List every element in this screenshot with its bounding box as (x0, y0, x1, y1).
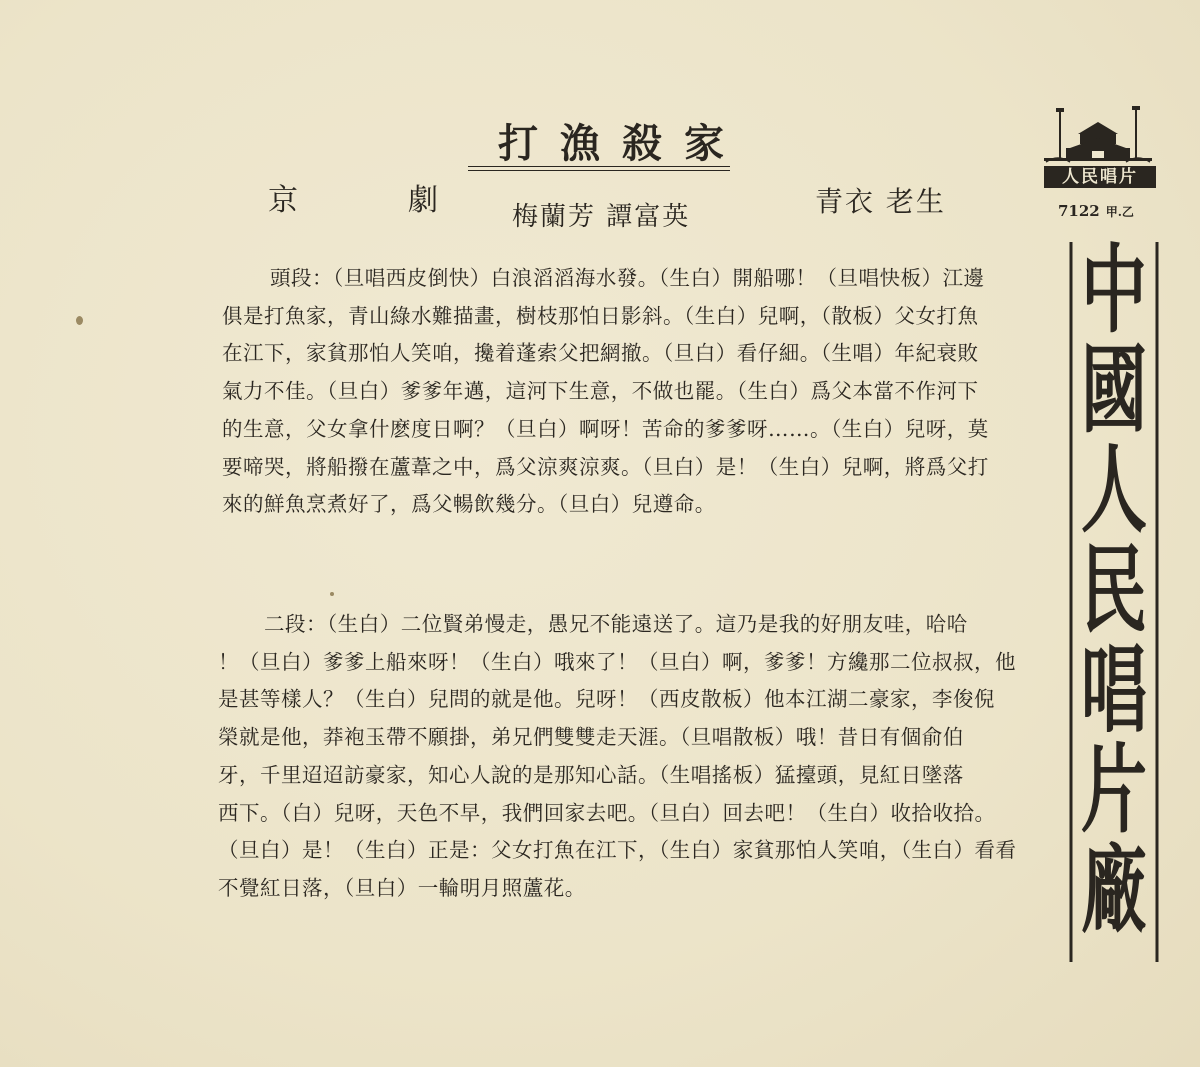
factory-char: 廠 (1081, 833, 1147, 947)
text-line: 的生意，父女拿什麽度日啊？（旦白）啊呀！苦命的爹爹呀……。（生白）兒呀，莫 (222, 416, 989, 441)
title-underline-second (468, 170, 730, 171)
factory-char: 中 (1081, 233, 1147, 347)
text-line: 要啼哭，將船撥在蘆葦之中，爲父涼爽涼爽。（旦白）是！（生白）兒啊，將爲父打 (222, 454, 989, 479)
text-line: 榮就是他，莽袍玉帶不願掛，弟兄們雙雙走天涯。（旦唱散板）哦！昔日有個俞伯 (218, 725, 964, 750)
text-line: 二段：（生白）二位賢弟慢走，愚兄不能遠送了。這乃是我的好朋友哇，哈哈 (264, 612, 968, 636)
border-ornament-icon (1068, 242, 1074, 962)
paper-speck (76, 316, 83, 325)
text-line: 在江下，家貧那怕人笑咱，攙着蓬索父把網撤。（旦白）看仔細。（生唱）年紀衰敗 (222, 341, 979, 366)
text-line: 氣力不佳。（旦白）爹爹年邁，這河下生意，不做也罷。（生白）爲父本當不作河下 (222, 379, 979, 404)
text-line: 是甚等樣人？（生白）兒問的就是他。兒呀！（西皮散板）他本江湖二豪家，李俊倪 (218, 687, 995, 712)
text-line: 西下。（白）兒呀，天色不早，我們回家去吧。（旦白）回去吧！（生白）收拾收拾。 (218, 800, 996, 825)
text-line: 來的鮮魚烹煮好了，爲父暢飲幾分。（旦白）兒遵命。 (222, 492, 716, 517)
factory-char: 人 (1081, 433, 1147, 547)
libretto-section-1 (222, 260, 989, 524)
factory-name-vertical (1068, 233, 1160, 962)
record-side: 甲.乙 (1105, 205, 1134, 219)
factory-char: 唱 (1081, 633, 1147, 747)
text-line: 牙，千里迢迢訪豪家，知心人說的是那知心話。（生唱搖板）猛擡頭，見紅日墜落 (218, 762, 964, 787)
border-ornament-icon (1154, 242, 1160, 962)
catalog-number-value: 7122 (1058, 202, 1100, 220)
factory-char: 國 (1081, 333, 1147, 447)
libretto-section-2 (218, 606, 1017, 908)
text-line: （旦白）是！（生白）正是：父女打魚在江下，（生白）家貧那怕人笑咱，（生白）看看 (218, 838, 1017, 863)
page-title: 打漁殺家 (498, 120, 746, 167)
text-line: 俱是打魚家，青山綠水難描畫，樹枝那怕日影斜。（生白）兒啊，（散板）父女打魚 (222, 303, 979, 328)
paper-speck (330, 592, 334, 596)
role-types: 青衣 老生 (815, 185, 946, 218)
brand-name: 人民唱片 (1044, 166, 1156, 188)
text-line: ！（旦白）爹爹上船來呀！（生白）哦來了！（旦白）啊，爹爹！方纔那二位叔叔，他 (218, 649, 1016, 674)
text-line: 不覺紅日落，（旦白）一輪明月照蘆花。 (218, 875, 586, 900)
factory-char: 民 (1081, 533, 1147, 647)
title-underline (468, 166, 730, 167)
text-line: 頭段：（旦唱西皮倒快）白浪滔滔海水發。（生白）開船哪！（旦唱快板）江邊 (270, 266, 985, 290)
factory-char: 片 (1081, 733, 1147, 847)
genre-label: 京 劇 (268, 183, 478, 218)
performers: 梅蘭芳 譚富英 (512, 202, 691, 232)
catalog-number (1058, 202, 1134, 220)
